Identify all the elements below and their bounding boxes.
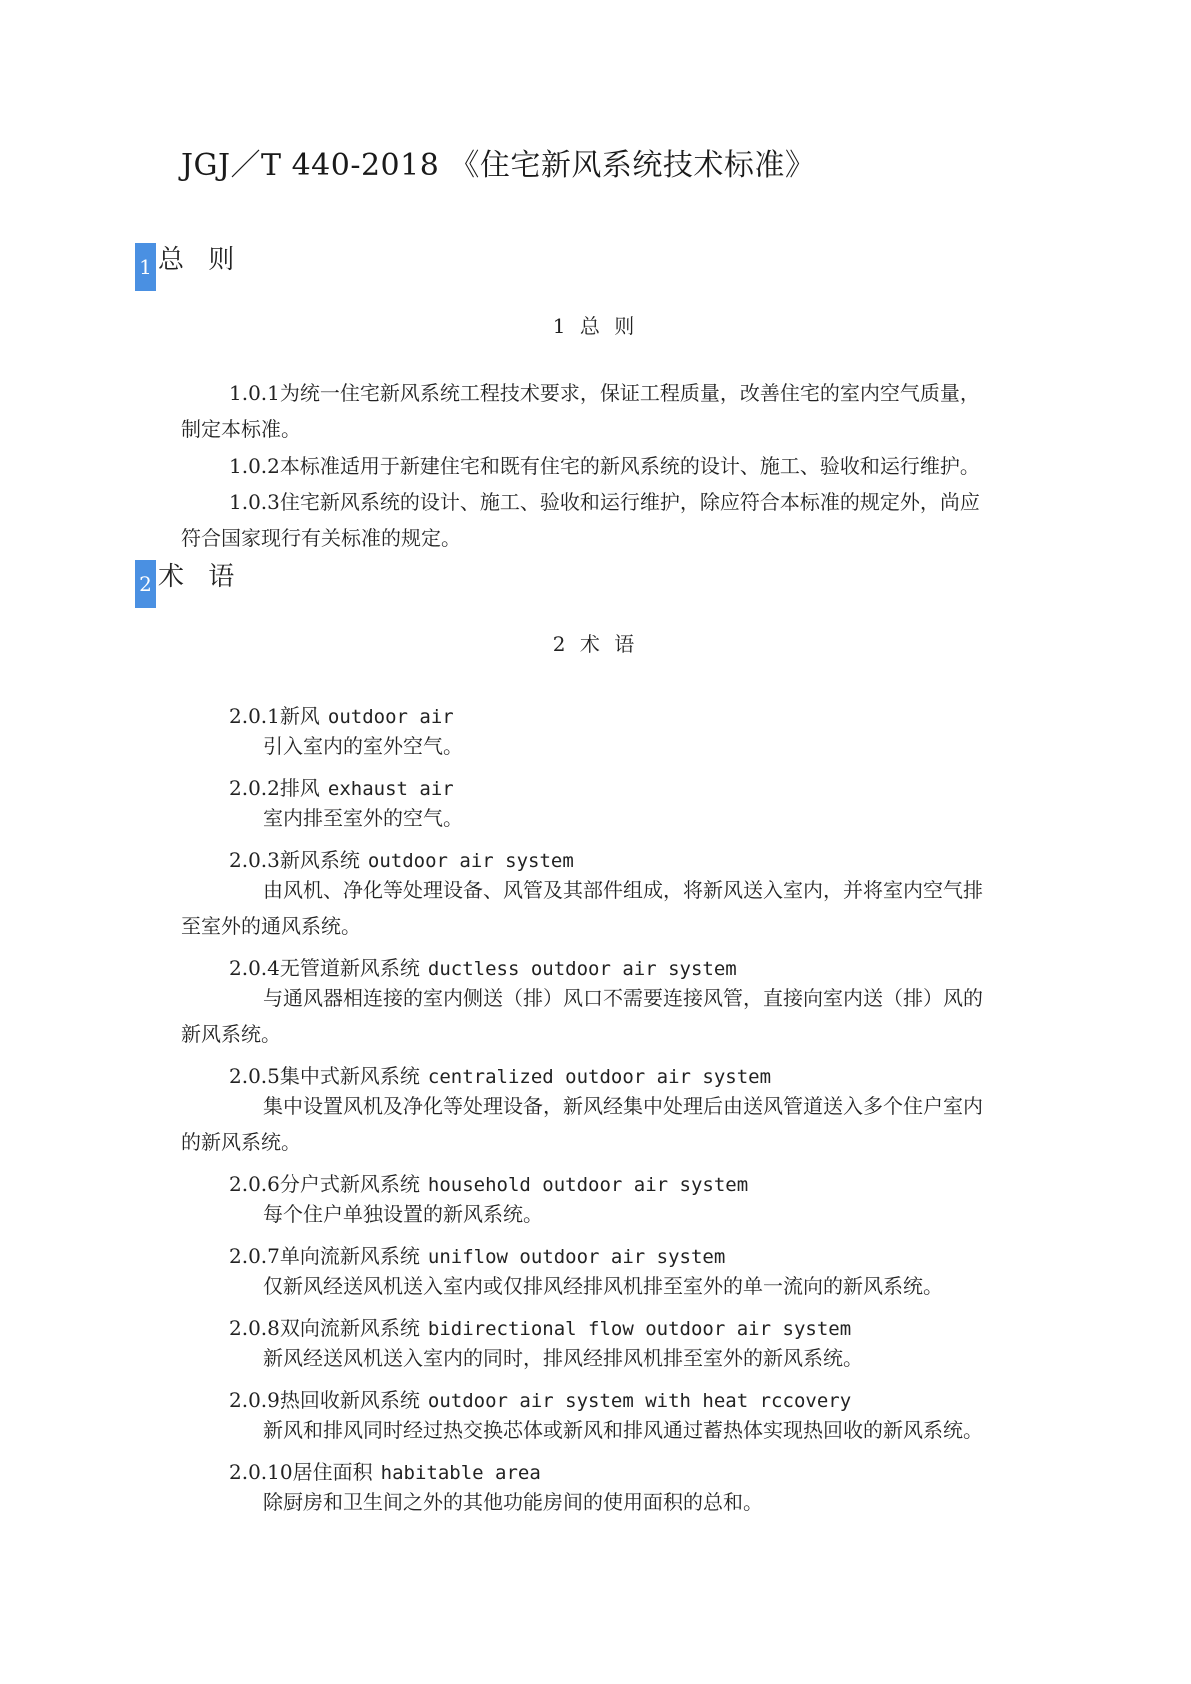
term-number: 2.0.2 bbox=[229, 776, 280, 800]
definition-line: 集中设置风机及净化等处理设备，新风经集中处理后由送风管道送入多个住户室内 bbox=[263, 1094, 983, 1118]
term-chinese: 分户式新风系统 bbox=[279, 1172, 420, 1196]
clause-1-0-3 bbox=[181, 484, 1016, 556]
section-number-badge: 2 bbox=[135, 560, 156, 608]
term-number: 2.0.9 bbox=[229, 1388, 280, 1412]
term-chinese: 新风系统 bbox=[279, 848, 360, 872]
term-number: 2.0.7 bbox=[229, 1244, 280, 1268]
section-number-badge: 1 bbox=[135, 243, 156, 291]
term-chinese: 单向流新风系统 bbox=[279, 1244, 420, 1268]
chapter-heading-2: 2 术 语 bbox=[552, 632, 639, 656]
term-chinese: 新风 bbox=[279, 704, 320, 728]
term-definition bbox=[181, 1088, 1016, 1160]
definition-line: 室内排至室外的空气。 bbox=[263, 806, 463, 830]
clause-1-0-2 bbox=[181, 448, 1016, 484]
clause-line: 制定本标准。 bbox=[181, 417, 301, 441]
term-2-0-2 bbox=[229, 772, 454, 801]
section-heading-2[interactable] bbox=[135, 560, 242, 610]
definition-line: 的新风系统。 bbox=[181, 1130, 301, 1154]
term-definition bbox=[181, 1484, 1016, 1520]
definition-line: 每个住户单独设置的新风系统。 bbox=[263, 1202, 543, 1226]
term-2-0-8 bbox=[229, 1312, 851, 1341]
definition-line: 新风和排风同时经过热交换芯体或新风和排风通过蓄热体实现热回收的新风系统。 bbox=[263, 1418, 983, 1442]
term-definition bbox=[181, 1196, 1016, 1232]
term-english: ductless outdoor air system bbox=[427, 958, 737, 980]
term-2-0-10 bbox=[229, 1456, 541, 1485]
term-chinese: 排风 bbox=[279, 776, 320, 800]
term-definition bbox=[181, 980, 1016, 1052]
term-english: outdoor air system bbox=[367, 850, 574, 872]
term-definition bbox=[181, 1268, 1016, 1304]
term-english: centralized outdoor air system bbox=[427, 1066, 772, 1088]
term-chinese: 集中式新风系统 bbox=[279, 1064, 420, 1088]
term-number: 2.0.5 bbox=[229, 1064, 280, 1088]
clause-line: 符合国家现行有关标准的规定。 bbox=[181, 526, 461, 550]
term-english: exhaust air bbox=[327, 778, 454, 800]
term-number: 2.0.1 bbox=[229, 704, 280, 728]
definition-line: 至室外的通风系统。 bbox=[181, 914, 361, 938]
term-2-0-6 bbox=[229, 1168, 748, 1197]
term-english: household outdoor air system bbox=[427, 1174, 749, 1196]
term-definition bbox=[181, 800, 1016, 836]
term-number: 2.0.3 bbox=[229, 848, 280, 872]
term-2-0-7 bbox=[229, 1240, 725, 1269]
term-definition bbox=[181, 1340, 1016, 1376]
term-english: outdoor air bbox=[327, 706, 454, 728]
definition-line: 新风系统。 bbox=[181, 1022, 281, 1046]
term-chinese: 热回收新风系统 bbox=[279, 1388, 420, 1412]
term-definition bbox=[181, 728, 1016, 764]
term-english: habitable area bbox=[380, 1462, 541, 1484]
term-number: 2.0.10 bbox=[229, 1460, 293, 1484]
term-2-0-5 bbox=[229, 1060, 771, 1089]
term-english: uniflow outdoor air system bbox=[427, 1246, 726, 1268]
term-definition bbox=[181, 872, 1016, 944]
section-title: 术 语 bbox=[158, 562, 243, 592]
term-2-0-3 bbox=[229, 844, 574, 873]
term-number: 2.0.4 bbox=[229, 956, 280, 980]
clause-line: 1.0.1为统一住宅新风系统工程技术要求，保证工程质量，改善住宅的室内空气质量， bbox=[229, 381, 980, 405]
term-chinese: 居住面积 bbox=[292, 1460, 373, 1484]
term-2-0-4 bbox=[229, 952, 737, 981]
definition-line: 除厨房和卫生间之外的其他功能房间的使用面积的总和。 bbox=[263, 1490, 763, 1514]
term-chinese: 双向流新风系统 bbox=[279, 1316, 420, 1340]
term-2-0-1 bbox=[229, 700, 454, 729]
clause-1-0-1 bbox=[181, 375, 1016, 447]
term-english: outdoor air system with heat rccovery bbox=[427, 1390, 852, 1412]
definition-line: 与通风器相连接的室内侧送（排）风口不需要连接风管，直接向室内送（排）风的 bbox=[263, 986, 983, 1010]
term-number: 2.0.6 bbox=[229, 1172, 280, 1196]
document-title: JGJ／T 440-2018 《住宅新风系统技术标准》 bbox=[181, 148, 816, 183]
chapter-heading-1: 1 总 则 bbox=[552, 314, 639, 338]
definition-line: 仅新风经送风机送入室内或仅排风经排风机排至室外的单一流向的新风系统。 bbox=[263, 1274, 943, 1298]
term-2-0-9 bbox=[229, 1384, 851, 1413]
definition-line: 新风经送风机送入室内的同时，排风经排风机排至室外的新风系统。 bbox=[263, 1346, 863, 1370]
term-definition bbox=[181, 1412, 1016, 1448]
clause-line: 1.0.2本标准适用于新建住宅和既有住宅的新风系统的设计、施工、验收和运行维护。 bbox=[229, 454, 980, 478]
definition-line: 引入室内的室外空气。 bbox=[263, 734, 463, 758]
section-title: 总 则 bbox=[158, 245, 243, 275]
term-english: bidirectional flow outdoor air system bbox=[427, 1318, 852, 1340]
clause-line: 1.0.3住宅新风系统的设计、施工、验收和运行维护，除应符合本标准的规定外，尚应 bbox=[229, 490, 980, 514]
term-number: 2.0.8 bbox=[229, 1316, 280, 1340]
term-chinese: 无管道新风系统 bbox=[279, 956, 420, 980]
definition-line: 由风机、净化等处理设备、风管及其部件组成，将新风送入室内，并将室内空气排 bbox=[263, 878, 983, 902]
section-heading-1[interactable] bbox=[135, 243, 242, 293]
